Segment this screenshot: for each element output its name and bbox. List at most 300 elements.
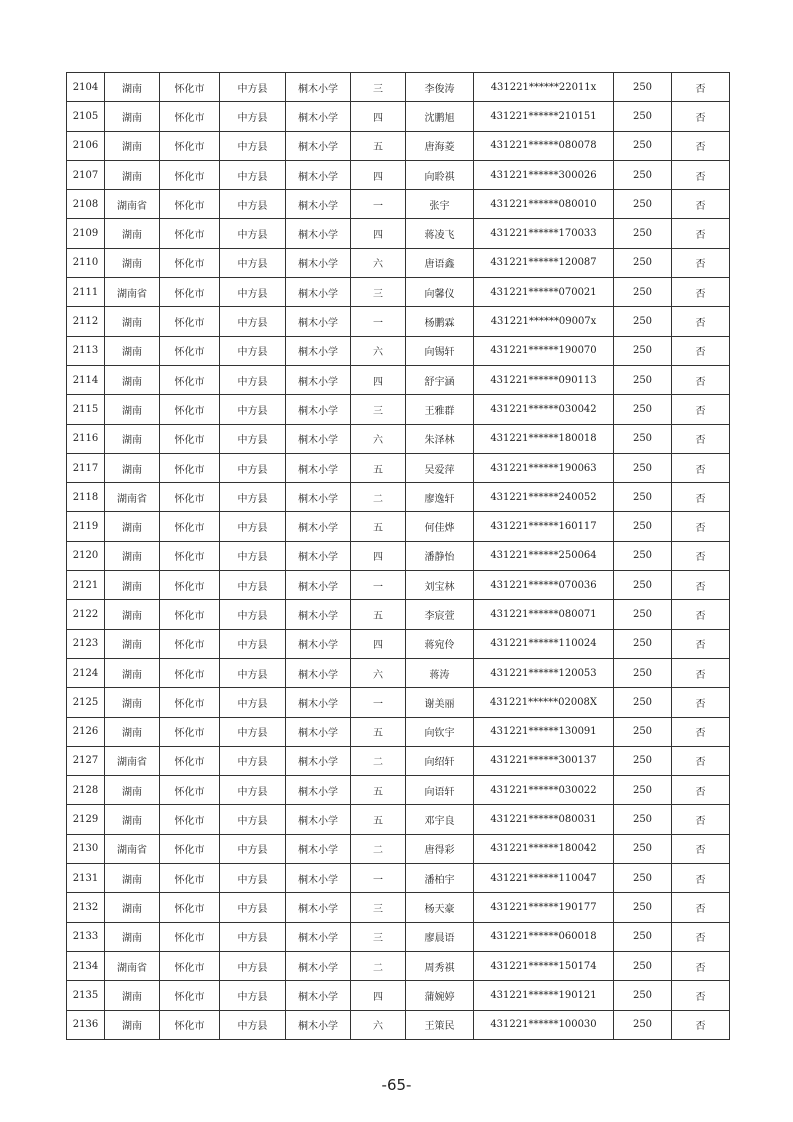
grade-cell: 四 [351,981,406,1010]
school-cell: 桐木小学 [286,365,351,394]
table-row [67,776,730,805]
county-cell: 中方县 [220,336,286,365]
amount-cell: 250 [614,571,672,600]
province-cell: 湖南省 [105,278,160,307]
city-cell: 怀化市 [160,600,220,629]
row-number-cell: 2132 [67,893,105,922]
school-cell: 桐木小学 [286,688,351,717]
county-cell: 中方县 [220,717,286,746]
student-name-cell: 蒋涛 [406,658,474,687]
county-cell: 中方县 [220,864,286,893]
table-row [67,951,730,980]
school-cell: 桐木小学 [286,219,351,248]
amount-cell: 250 [614,512,672,541]
amount-cell: 250 [614,395,672,424]
city-cell: 怀化市 [160,834,220,863]
province-cell: 湖南 [105,453,160,482]
id-number-cell: 431221******100030 [474,1010,614,1039]
amount-cell: 250 [614,483,672,512]
city-cell: 怀化市 [160,278,220,307]
id-number-cell: 431221******180018 [474,424,614,453]
row-number-cell: 2122 [67,600,105,629]
school-cell: 桐木小学 [286,571,351,600]
amount-cell: 250 [614,190,672,219]
student-name-cell: 向馨仪 [406,278,474,307]
province-cell: 湖南 [105,658,160,687]
row-number-cell: 2125 [67,688,105,717]
row-number-cell: 2124 [67,658,105,687]
table-row [67,190,730,219]
id-number-cell: 431221******02008X [474,688,614,717]
county-cell: 中方县 [220,951,286,980]
school-cell: 桐木小学 [286,922,351,951]
grade-cell: 三 [351,922,406,951]
student-name-cell: 唐得彩 [406,834,474,863]
table-row [67,219,730,248]
id-number-cell: 431221******030042 [474,395,614,424]
province-cell: 湖南 [105,512,160,541]
county-cell: 中方县 [220,746,286,775]
school-cell: 桐木小学 [286,160,351,189]
county-cell: 中方县 [220,981,286,1010]
table-row [67,248,730,277]
province-cell: 湖南省 [105,483,160,512]
table-row [67,571,730,600]
grade-cell: 一 [351,307,406,336]
grade-cell: 四 [351,365,406,394]
id-number-cell: 431221******070021 [474,278,614,307]
province-cell: 湖南 [105,219,160,248]
city-cell: 怀化市 [160,571,220,600]
flag-cell: 否 [672,717,730,746]
grade-cell: 六 [351,1010,406,1039]
school-cell: 桐木小学 [286,776,351,805]
id-number-cell: 431221******190063 [474,453,614,482]
city-cell: 怀化市 [160,893,220,922]
city-cell: 怀化市 [160,688,220,717]
county-cell: 中方县 [220,453,286,482]
data-table [66,72,730,1040]
grade-cell: 五 [351,131,406,160]
id-number-cell: 431221******130091 [474,717,614,746]
flag-cell: 否 [672,981,730,1010]
amount-cell: 250 [614,776,672,805]
table-row [67,600,730,629]
grade-cell: 五 [351,600,406,629]
row-number-cell: 2134 [67,951,105,980]
province-cell: 湖南 [105,893,160,922]
grade-cell: 一 [351,571,406,600]
school-cell: 桐木小学 [286,190,351,219]
student-name-cell: 蒋凌飞 [406,219,474,248]
table-row [67,102,730,131]
row-number-cell: 2130 [67,834,105,863]
county-cell: 中方县 [220,483,286,512]
student-name-cell: 向锡轩 [406,336,474,365]
province-cell: 湖南省 [105,951,160,980]
grade-cell: 二 [351,483,406,512]
table-row [67,336,730,365]
student-name-cell: 唐海菱 [406,131,474,160]
city-cell: 怀化市 [160,922,220,951]
amount-cell: 250 [614,541,672,570]
row-number-cell: 2109 [67,219,105,248]
school-cell: 桐木小学 [286,629,351,658]
table-row [67,424,730,453]
flag-cell: 否 [672,190,730,219]
table-row [67,278,730,307]
flag-cell: 否 [672,248,730,277]
city-cell: 怀化市 [160,395,220,424]
school-cell: 桐木小学 [286,131,351,160]
student-name-cell: 潘柏宇 [406,864,474,893]
student-name-cell: 蒋宛伶 [406,629,474,658]
student-name-cell: 向钦宇 [406,717,474,746]
province-cell: 湖南省 [105,834,160,863]
flag-cell: 否 [672,746,730,775]
school-cell: 桐木小学 [286,951,351,980]
city-cell: 怀化市 [160,453,220,482]
county-cell: 中方县 [220,629,286,658]
county-cell: 中方县 [220,424,286,453]
flag-cell: 否 [672,453,730,482]
province-cell: 湖南 [105,307,160,336]
flag-cell: 否 [672,160,730,189]
grade-cell: 二 [351,951,406,980]
amount-cell: 250 [614,453,672,482]
row-number-cell: 2108 [67,190,105,219]
province-cell: 湖南 [105,571,160,600]
county-cell: 中方县 [220,600,286,629]
province-cell: 湖南 [105,600,160,629]
student-name-cell: 向绍轩 [406,746,474,775]
row-number-cell: 2115 [67,395,105,424]
student-name-cell: 唐语鑫 [406,248,474,277]
county-cell: 中方县 [220,776,286,805]
student-name-cell: 谢美丽 [406,688,474,717]
table-row [67,864,730,893]
grade-cell: 三 [351,278,406,307]
city-cell: 怀化市 [160,951,220,980]
county-cell: 中方县 [220,658,286,687]
grade-cell: 三 [351,395,406,424]
flag-cell: 否 [672,922,730,951]
flag-cell: 否 [672,395,730,424]
id-number-cell: 431221******070036 [474,571,614,600]
row-number-cell: 2117 [67,453,105,482]
flag-cell: 否 [672,629,730,658]
school-cell: 桐木小学 [286,658,351,687]
table-row [67,73,730,102]
row-number-cell: 2107 [67,160,105,189]
grade-cell: 六 [351,336,406,365]
city-cell: 怀化市 [160,483,220,512]
row-number-cell: 2104 [67,73,105,102]
grade-cell: 三 [351,893,406,922]
student-name-cell: 刘宝林 [406,571,474,600]
city-cell: 怀化市 [160,541,220,570]
grade-cell: 六 [351,248,406,277]
school-cell: 桐木小学 [286,483,351,512]
flag-cell: 否 [672,102,730,131]
id-number-cell: 431221******190070 [474,336,614,365]
student-name-cell: 朱泽林 [406,424,474,453]
county-cell: 中方县 [220,365,286,394]
row-number-cell: 2112 [67,307,105,336]
school-cell: 桐木小学 [286,307,351,336]
student-name-cell: 蒲婉婷 [406,981,474,1010]
city-cell: 怀化市 [160,219,220,248]
school-cell: 桐木小学 [286,1010,351,1039]
school-cell: 桐木小学 [286,73,351,102]
row-number-cell: 2118 [67,483,105,512]
city-cell: 怀化市 [160,717,220,746]
row-number-cell: 2123 [67,629,105,658]
school-cell: 桐木小学 [286,717,351,746]
county-cell: 中方县 [220,834,286,863]
id-number-cell: 431221******22011x [474,73,614,102]
student-name-cell: 杨鹏霖 [406,307,474,336]
row-number-cell: 2105 [67,102,105,131]
county-cell: 中方县 [220,278,286,307]
school-cell: 桐木小学 [286,102,351,131]
county-cell: 中方县 [220,248,286,277]
school-cell: 桐木小学 [286,541,351,570]
county-cell: 中方县 [220,688,286,717]
row-number-cell: 2128 [67,776,105,805]
row-number-cell: 2133 [67,922,105,951]
amount-cell: 250 [614,278,672,307]
amount-cell: 250 [614,893,672,922]
county-cell: 中方县 [220,512,286,541]
grade-cell: 一 [351,864,406,893]
amount-cell: 250 [614,336,672,365]
table-row [67,834,730,863]
row-number-cell: 2120 [67,541,105,570]
amount-cell: 250 [614,629,672,658]
grade-cell: 六 [351,658,406,687]
student-name-cell: 张宇 [406,190,474,219]
city-cell: 怀化市 [160,776,220,805]
city-cell: 怀化市 [160,248,220,277]
amount-cell: 250 [614,1010,672,1039]
id-number-cell: 431221******210151 [474,102,614,131]
grade-cell: 四 [351,219,406,248]
row-number-cell: 2113 [67,336,105,365]
city-cell: 怀化市 [160,746,220,775]
flag-cell: 否 [672,307,730,336]
flag-cell: 否 [672,1010,730,1039]
table-row [67,541,730,570]
school-cell: 桐木小学 [286,805,351,834]
student-name-cell: 向语轩 [406,776,474,805]
id-number-cell: 431221******300137 [474,746,614,775]
table-row [67,483,730,512]
city-cell: 怀化市 [160,658,220,687]
flag-cell: 否 [672,512,730,541]
amount-cell: 250 [614,365,672,394]
row-number-cell: 2111 [67,278,105,307]
grade-cell: 五 [351,453,406,482]
school-cell: 桐木小学 [286,746,351,775]
county-cell: 中方县 [220,805,286,834]
school-cell: 桐木小学 [286,278,351,307]
row-number-cell: 2129 [67,805,105,834]
amount-cell: 250 [614,102,672,131]
amount-cell: 250 [614,951,672,980]
table-row [67,512,730,541]
flag-cell: 否 [672,834,730,863]
row-number-cell: 2131 [67,864,105,893]
id-number-cell: 431221******110047 [474,864,614,893]
city-cell: 怀化市 [160,805,220,834]
flag-cell: 否 [672,424,730,453]
table-row [67,688,730,717]
id-number-cell: 431221******09007x [474,307,614,336]
county-cell: 中方县 [220,571,286,600]
id-number-cell: 431221******240052 [474,483,614,512]
city-cell: 怀化市 [160,160,220,189]
id-number-cell: 431221******170033 [474,219,614,248]
county-cell: 中方县 [220,219,286,248]
province-cell: 湖南 [105,864,160,893]
province-cell: 湖南 [105,981,160,1010]
city-cell: 怀化市 [160,1010,220,1039]
city-cell: 怀化市 [160,307,220,336]
id-number-cell: 431221******250064 [474,541,614,570]
city-cell: 怀化市 [160,131,220,160]
flag-cell: 否 [672,600,730,629]
table-row [67,160,730,189]
flag-cell: 否 [672,893,730,922]
city-cell: 怀化市 [160,190,220,219]
grade-cell: 五 [351,717,406,746]
flag-cell: 否 [672,805,730,834]
city-cell: 怀化市 [160,102,220,131]
school-cell: 桐木小学 [286,453,351,482]
amount-cell: 250 [614,219,672,248]
city-cell: 怀化市 [160,629,220,658]
province-cell: 湖南 [105,424,160,453]
city-cell: 怀化市 [160,336,220,365]
province-cell: 湖南省 [105,190,160,219]
city-cell: 怀化市 [160,424,220,453]
amount-cell: 250 [614,131,672,160]
grade-cell: 四 [351,541,406,570]
table-row [67,981,730,1010]
amount-cell: 250 [614,160,672,189]
county-cell: 中方县 [220,131,286,160]
id-number-cell: 431221******120053 [474,658,614,687]
flag-cell: 否 [672,278,730,307]
grade-cell: 一 [351,190,406,219]
county-cell: 中方县 [220,160,286,189]
table-row [67,131,730,160]
grade-cell: 二 [351,834,406,863]
flag-cell: 否 [672,951,730,980]
student-name-cell: 廖晨语 [406,922,474,951]
province-cell: 湖南省 [105,746,160,775]
amount-cell: 250 [614,600,672,629]
student-name-cell: 邓宇良 [406,805,474,834]
student-name-cell: 周秀祺 [406,951,474,980]
county-cell: 中方县 [220,541,286,570]
amount-cell: 250 [614,834,672,863]
county-cell: 中方县 [220,102,286,131]
id-number-cell: 431221******080071 [474,600,614,629]
id-number-cell: 431221******080010 [474,190,614,219]
province-cell: 湖南 [105,365,160,394]
row-number-cell: 2116 [67,424,105,453]
id-number-cell: 431221******060018 [474,922,614,951]
city-cell: 怀化市 [160,73,220,102]
grade-cell: 五 [351,776,406,805]
grade-cell: 三 [351,73,406,102]
grade-cell: 二 [351,746,406,775]
grade-cell: 四 [351,102,406,131]
province-cell: 湖南 [105,1010,160,1039]
province-cell: 湖南 [105,629,160,658]
id-number-cell: 431221******080078 [474,131,614,160]
amount-cell: 250 [614,717,672,746]
school-cell: 桐木小学 [286,395,351,424]
flag-cell: 否 [672,541,730,570]
student-name-cell: 李俊涛 [406,73,474,102]
id-number-cell: 431221******190177 [474,893,614,922]
province-cell: 湖南 [105,102,160,131]
flag-cell: 否 [672,365,730,394]
flag-cell: 否 [672,336,730,365]
table-row [67,1010,730,1039]
student-name-cell: 向聆祺 [406,160,474,189]
page-number: -65- [381,1076,412,1094]
flag-cell: 否 [672,658,730,687]
table-row [67,922,730,951]
county-cell: 中方县 [220,307,286,336]
amount-cell: 250 [614,307,672,336]
county-cell: 中方县 [220,922,286,951]
school-cell: 桐木小学 [286,834,351,863]
grade-cell: 四 [351,629,406,658]
id-number-cell: 431221******030022 [474,776,614,805]
student-name-cell: 沈鹏旭 [406,102,474,131]
flag-cell: 否 [672,864,730,893]
grade-cell: 六 [351,424,406,453]
row-number-cell: 2127 [67,746,105,775]
county-cell: 中方县 [220,190,286,219]
amount-cell: 250 [614,981,672,1010]
amount-cell: 250 [614,688,672,717]
county-cell: 中方县 [220,893,286,922]
table-body [67,73,730,1040]
flag-cell: 否 [672,131,730,160]
amount-cell: 250 [614,864,672,893]
flag-cell: 否 [672,688,730,717]
amount-cell: 250 [614,73,672,102]
student-name-cell: 王策民 [406,1010,474,1039]
id-number-cell: 431221******110024 [474,629,614,658]
table-row [67,893,730,922]
amount-cell: 250 [614,248,672,277]
student-name-cell: 吴爱萍 [406,453,474,482]
amount-cell: 250 [614,658,672,687]
student-name-cell: 舒宇涵 [406,365,474,394]
province-cell: 湖南 [105,131,160,160]
amount-cell: 250 [614,805,672,834]
row-number-cell: 2119 [67,512,105,541]
table-row [67,395,730,424]
amount-cell: 250 [614,922,672,951]
